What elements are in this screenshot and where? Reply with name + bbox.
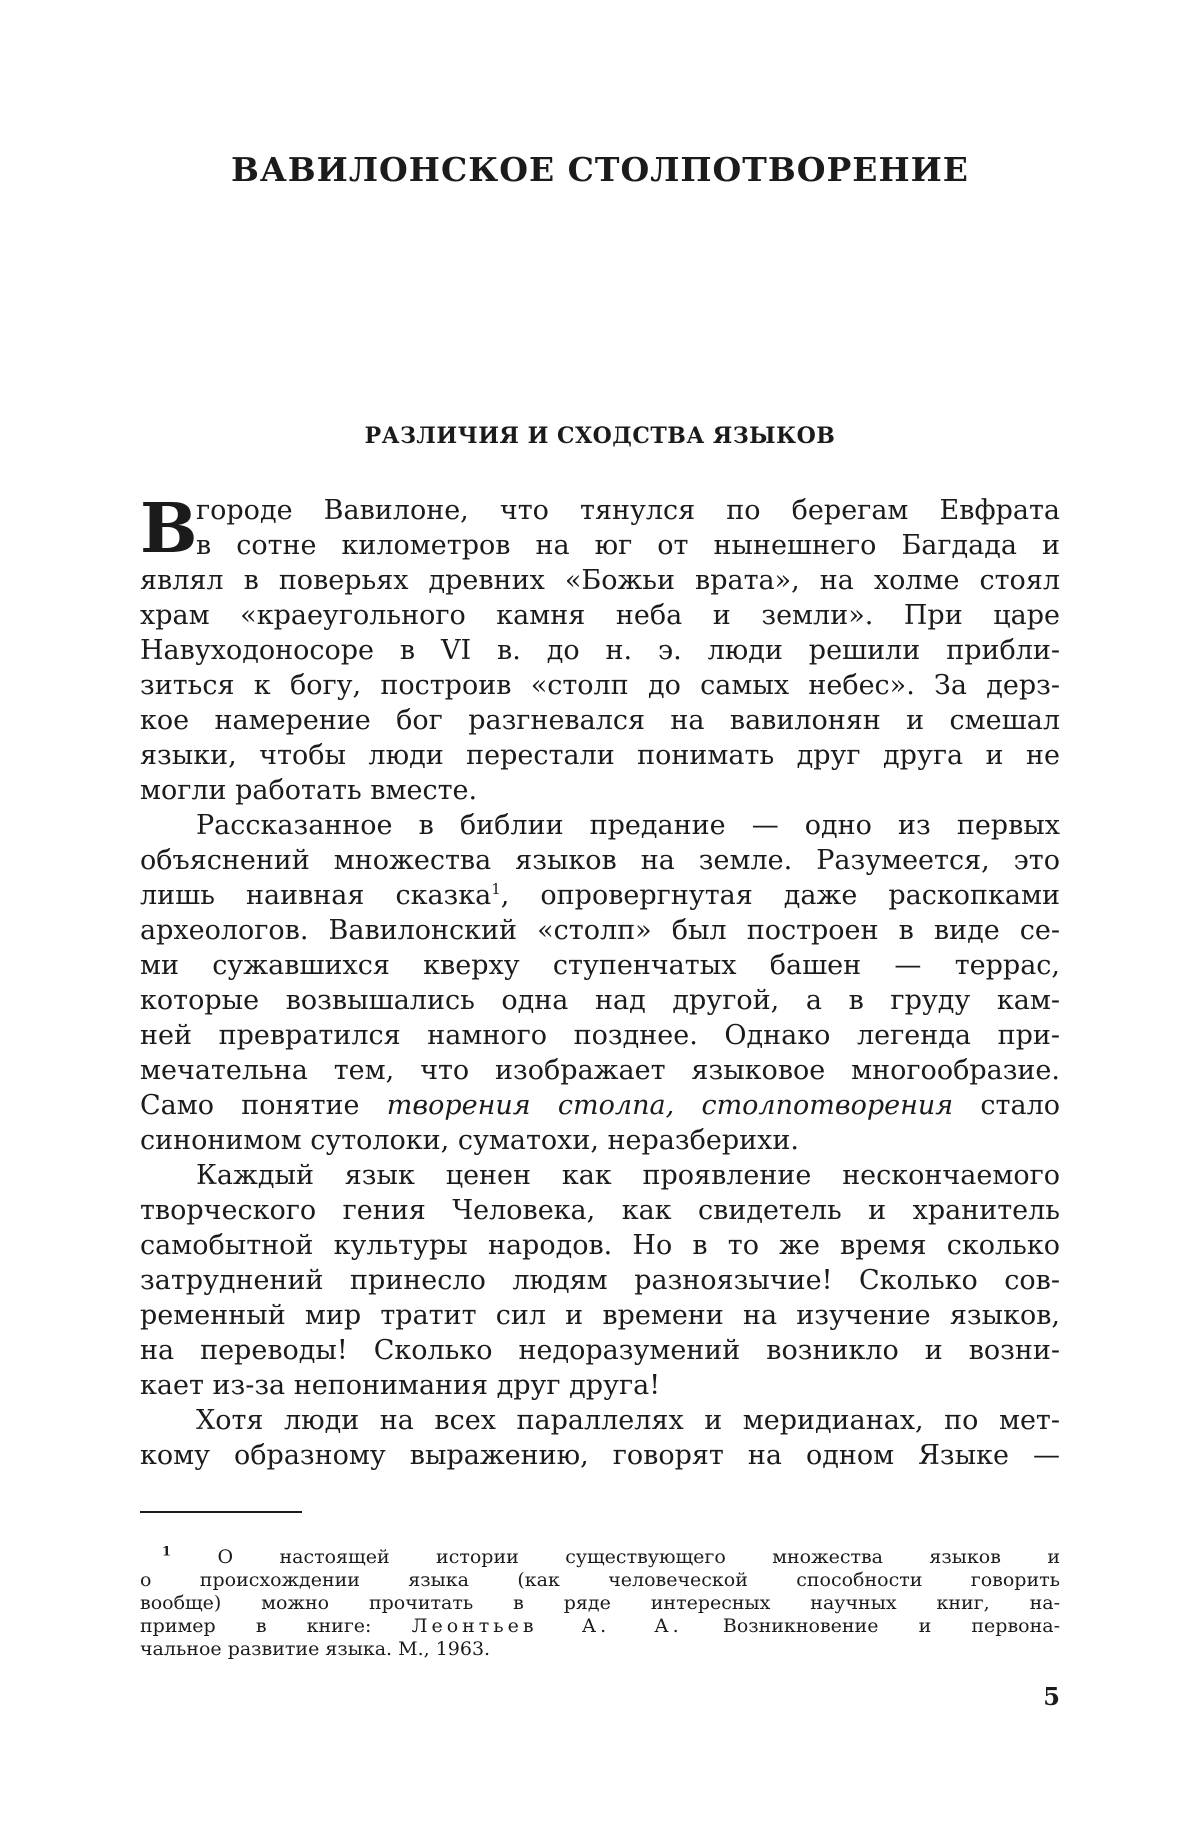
text-line: в сотне километров на юг от нынешнего Багдада и <box>196 530 1060 561</box>
text-line: затруднений принесло людям разноязычие! Сколько сов- <box>140 1265 1060 1296</box>
text-line: являл в поверьях древних «Божьи врата», на холме стоял <box>140 565 1060 596</box>
text-line: городе Вавилоне, что тянулся по берегам Евфрата <box>196 495 1060 526</box>
text-line: ременный мир тратит сил и времени на изучение языков, <box>140 1300 1060 1331</box>
footnote-marker: 1 <box>162 1544 172 1560</box>
text-line: Навуходоносоре в VI в. до н. э. люди решили прибли- <box>140 635 1060 666</box>
footnote-line <box>140 1615 1060 1638</box>
text-line: Рассказанное в библии предание — одно из первых <box>196 810 1060 841</box>
text-line: языки, чтобы люди перестали понимать друг друга и не <box>140 740 1060 771</box>
text-line: Каждый язык ценен как проявление нескончаемого <box>196 1160 1060 1191</box>
footnote-divider <box>140 1511 302 1513</box>
text-line: ней превратился намного позднее. Однако легенда при- <box>140 1020 1060 1051</box>
section-title: РАЗЛИЧИЯ И СХОДСТВА ЯЗЫКОВ <box>364 423 836 449</box>
text-line: синонимом сутолоки, суматохи, неразберихи. <box>140 1125 799 1156</box>
text-line: творческого гения Человека, как свидетель и хранитель <box>140 1195 1060 1226</box>
text-fragment: Возникновение и первона- <box>682 1615 1061 1637</box>
chapter-title: ВАВИЛОНСКОЕ СТОЛПОТВОРЕНИЕ <box>231 150 969 189</box>
footnote-reference: 1 <box>491 880 501 898</box>
footnote <box>140 1546 1060 1661</box>
text-fragment: лишь наивная сказка <box>140 880 492 911</box>
paragraph-3 <box>140 1158 1060 1403</box>
text-line <box>140 878 1060 913</box>
text-line: могли работать вместе. <box>140 775 478 806</box>
text-line: ми сужавшихся кверху ступенчатых башен — террас, <box>140 950 1060 981</box>
text-line: самобытной культуры народов. Но в то же время сколько <box>140 1230 1060 1261</box>
text-fragment: Само понятие <box>140 1090 387 1121</box>
text-fragment: , опровергнутая даже раскопками <box>500 880 1060 911</box>
text-line <box>140 1088 1060 1123</box>
footnote-line: вообще) можно прочитать в ряде интересных научных книг, на- <box>140 1592 1060 1614</box>
text-line: на переводы! Сколько недоразумений возникло и возни- <box>140 1335 1060 1366</box>
drop-cap: В <box>140 489 198 569</box>
text-fragment: стало <box>953 1090 1060 1121</box>
text-line: зиться к богу, построив «столп до самых небес». За дерз- <box>140 670 1060 701</box>
text-line: кает из-за непонимания друг друга! <box>140 1370 661 1401</box>
page-number: 5 <box>1043 1682 1060 1711</box>
text-line: объяснений множества языков на земле. Разумеется, это <box>140 845 1060 876</box>
text-line: храм «краеугольного камня неба и земли». При царе <box>140 600 1060 631</box>
paragraph-1 <box>140 489 1060 808</box>
paragraph-4 <box>140 1403 1060 1473</box>
text-line: археологов. Вавилонский «столп» был построен в виде се- <box>140 915 1060 946</box>
body-text <box>140 489 1060 1473</box>
text-line: мечательна тем, что изображает языковое многообразие. <box>140 1055 1060 1086</box>
footnote-line: о происхождении языка (как человеческой способности говорить <box>140 1569 1060 1591</box>
text-line: Хотя люди на всех параллелях и меридианах, по мет- <box>196 1405 1060 1436</box>
text-line: кое намерение бог разгневался на вавилонян и смешал <box>140 705 1060 736</box>
footnote-line: чальное развитие языка. М., 1963. <box>140 1638 491 1660</box>
paragraph-2 <box>140 808 1060 1158</box>
author-name: Леонтьев А. А. <box>411 1615 683 1637</box>
footnote-line <box>140 1546 1060 1569</box>
text-fragment: О настоящей истории существующего множества языков и <box>217 1546 1060 1568</box>
text-fragment: пример в книге: <box>140 1615 412 1637</box>
text-line: которые возвышались одна над другой, а в груду кам- <box>140 985 1060 1016</box>
italic-term: творения столпа, столпотворения <box>386 1090 954 1121</box>
text-line: кому образному выражению, говорят на одном Языке — <box>140 1440 1060 1471</box>
